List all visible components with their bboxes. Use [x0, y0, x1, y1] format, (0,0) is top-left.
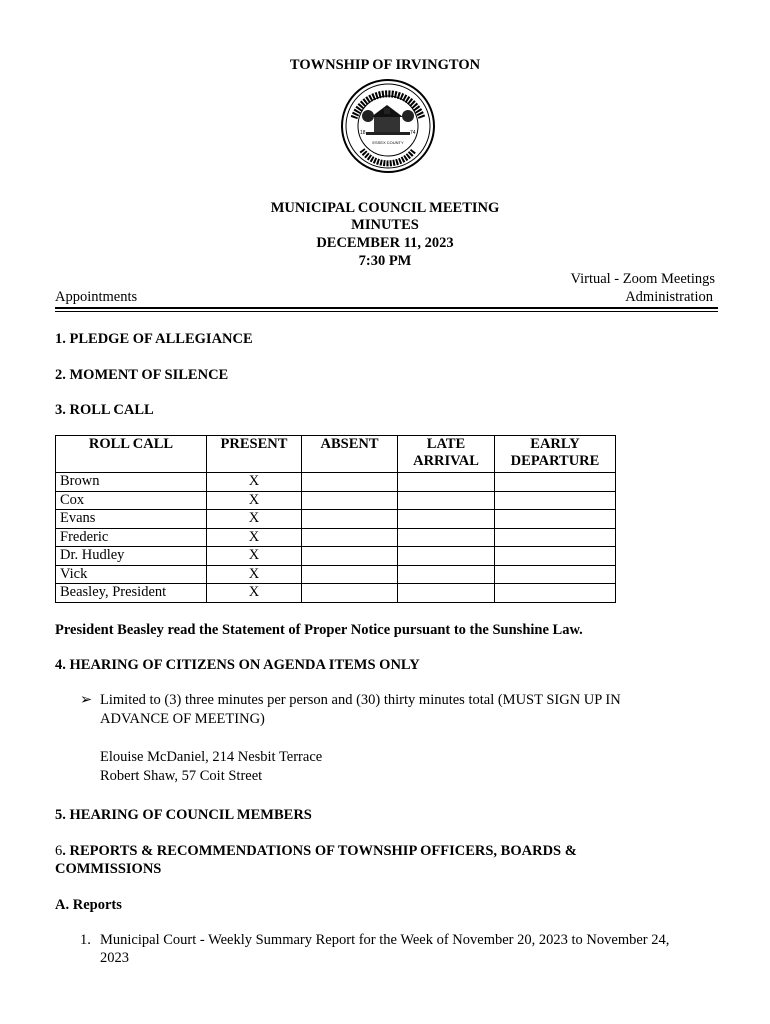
late-cell	[398, 473, 495, 492]
section-number: 6	[55, 843, 63, 859]
header-divider	[55, 307, 718, 309]
header-late: LATE	[426, 436, 466, 452]
header-present: PRESENT	[207, 436, 302, 473]
section-hearing-council: 5. HEARING OF COUNCIL MEMBERS	[55, 807, 312, 823]
early-cell	[495, 528, 616, 547]
section-reports-line1	[55, 843, 577, 860]
header-arrival: ARRIVAL	[413, 453, 479, 469]
report-item-line1: Municipal Court - Weekly Summary Report for the Week of November 20, 2023 to November 24,	[100, 932, 670, 948]
table-row	[56, 565, 616, 584]
header-right-label: Administration	[625, 289, 713, 305]
section-reports-line2: COMMISSIONS	[55, 861, 162, 877]
member-name: Evans	[56, 510, 207, 529]
absent-cell	[302, 510, 398, 529]
seal-county: ESSEX COUNTY	[372, 140, 404, 145]
doc-type: MINUTES	[351, 217, 419, 233]
present-mark: X	[207, 473, 302, 492]
present-mark: X	[207, 547, 302, 566]
meeting-location: Virtual - Zoom Meetings	[570, 271, 715, 287]
present-mark: X	[207, 491, 302, 510]
header-early: EARLY	[530, 436, 580, 452]
citizen-speaker: Elouise McDaniel, 214 Nesbit Terrace	[100, 749, 323, 765]
section-moment-of-silence: 2. MOMENT OF SILENCE	[55, 367, 229, 383]
absent-cell	[302, 547, 398, 566]
late-cell	[398, 510, 495, 529]
early-cell	[495, 547, 616, 566]
roll-call-header-row	[56, 436, 616, 473]
township-title: TOWNSHIP OF IRVINGTON	[289, 57, 481, 73]
table-row	[56, 473, 616, 492]
absent-cell	[302, 565, 398, 584]
header-absent: ABSENT	[302, 436, 398, 473]
meeting-date: DECEMBER 11, 2023	[316, 235, 454, 251]
citizen-speaker: Robert Shaw, 57 Coit Street	[100, 768, 263, 784]
citizen-rule-line2: ADVANCE OF MEETING)	[100, 711, 265, 727]
arrow-bullet-icon: ➢	[80, 692, 93, 708]
early-cell	[495, 491, 616, 510]
late-cell	[398, 491, 495, 510]
member-name: Cox	[56, 491, 207, 510]
section-roll-call: 3. ROLL CALL	[55, 402, 154, 418]
late-cell	[398, 565, 495, 584]
member-name: Frederic	[56, 528, 207, 547]
present-mark: X	[207, 528, 302, 547]
late-cell	[398, 528, 495, 547]
table-row	[56, 528, 616, 547]
late-cell	[398, 547, 495, 566]
absent-cell	[302, 528, 398, 547]
citizen-rule-line1: Limited to (3) three minutes per person and (30) thirty minutes total (MUST SIGN UP IN	[100, 692, 621, 708]
early-cell	[495, 473, 616, 492]
member-name: Vick	[56, 565, 207, 584]
present-mark: X	[207, 510, 302, 529]
section-pledge: 1. PLEDGE OF ALLEGIANCE	[55, 331, 253, 347]
meeting-title: MUNICIPAL COUNCIL MEETING	[270, 200, 500, 216]
header-divider-thin	[55, 311, 718, 312]
early-cell	[495, 584, 616, 603]
subsection-reports: A. Reports	[55, 897, 122, 913]
seal-year-left: 18	[360, 130, 366, 136]
sunshine-notice: President Beasley read the Statement of Proper Notice pursuant to the Sunshine Law.	[55, 622, 583, 638]
header-roll-call: ROLL CALL	[56, 436, 207, 473]
table-row	[56, 547, 616, 566]
member-name: Brown	[56, 473, 207, 492]
header-late-arrival	[398, 436, 495, 473]
township-seal-icon	[340, 78, 436, 174]
late-cell	[398, 584, 495, 603]
roll-call-table	[55, 435, 616, 603]
early-cell	[495, 510, 616, 529]
section-hearing-citizens: 4. HEARING OF CITIZENS ON AGENDA ITEMS ONLY	[55, 657, 420, 673]
absent-cell	[302, 491, 398, 510]
header-early-departure	[495, 436, 616, 473]
header-departure: DEPARTURE	[510, 453, 600, 469]
present-mark: X	[207, 584, 302, 603]
list-item-number: 1.	[80, 932, 91, 948]
member-name: Dr. Hudley	[56, 547, 207, 566]
table-row	[56, 510, 616, 529]
table-row	[56, 584, 616, 603]
early-cell	[495, 565, 616, 584]
meeting-time: 7:30 PM	[358, 253, 412, 269]
report-item-line2: 2023	[100, 950, 129, 966]
seal-year-right: 74	[410, 130, 416, 136]
absent-cell	[302, 473, 398, 492]
header-left-label: Appointments	[55, 289, 138, 305]
present-mark: X	[207, 565, 302, 584]
table-row	[56, 491, 616, 510]
absent-cell	[302, 584, 398, 603]
member-name: Beasley, President	[56, 584, 207, 603]
section-reports-title: . REPORTS & RECOMMENDATIONS OF TOWNSHIP OFFICERS, BOARDS &	[62, 843, 577, 859]
